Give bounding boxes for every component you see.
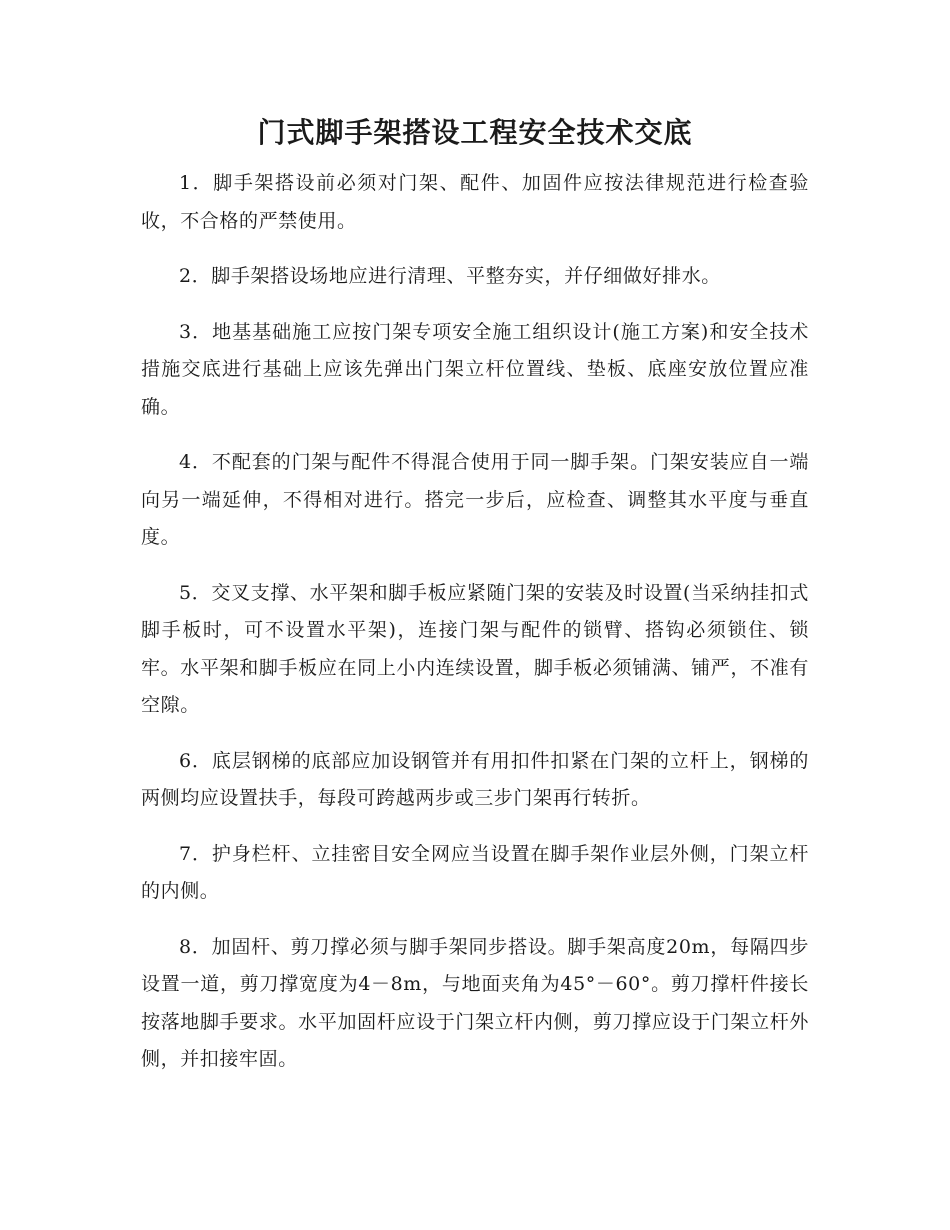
paragraph-1: 1．脚手架搭设前必须对门架、配件、加固件应按法律规范进行检查验收，不合格的严禁使用。 xyxy=(141,172,809,232)
document-body xyxy=(141,165,809,1097)
paragraph-3: 3．地基基础施工应按门架专项安全施工组织设计(施工方案)和安全技术措施交底进行基础上应该先弹出门架立杆位置线、垫板、底座安放位置应准确。 xyxy=(141,320,809,418)
paragraph-2: 2．脚手架搭设场地应进行清理、平整夯实，并仔细做好排水。 xyxy=(179,265,721,287)
document-title: 门式脚手架搭设工程安全技术交底 xyxy=(257,116,693,149)
paragraph-6: 6．底层钢梯的底部应加设钢管并有用扣件扣紧在门架的立杆上，钢梯的两侧均应设置扶手，每段可跨越两步或三步门架再行转折。 xyxy=(141,749,809,809)
paragraph-4: 4．不配套的门架与配件不得混合使用于同一脚手架。门架安装应自一端向另一端延伸，不得相对进行。搭完一步后，应检查、调整其水平度与垂直度。 xyxy=(141,451,809,548)
paragraph-8: 8．加固杆、剪刀撑必须与脚手架同步搭设。脚手架高度20m，每隔四步设置一道，剪刀撑宽度为4－8m，与地面夹角为45°－60°。剪刀撑杆件接长按落地脚手要求。水平加固杆应设于门架立杆内侧，剪刀撑应设于门架立杆外侧，并扣接牢固。 xyxy=(141,935,809,1070)
paragraph-5: 5．交叉支撑、水平架和脚手板应紧随门架的安装及时设置(当采纳挂扣式脚手板时，可不设置水平架)，连接门架与配件的锁臂、搭钩必须锁住、锁牢。水平架和脚手板应在同上小内连续设置，脚手板必须铺满、铺严，不准有空隙。 xyxy=(141,581,809,716)
paragraph-7: 7．护身栏杆、立挂密目安全网应当设置在脚手架作业层外侧，门架立杆的内侧。 xyxy=(141,842,809,902)
